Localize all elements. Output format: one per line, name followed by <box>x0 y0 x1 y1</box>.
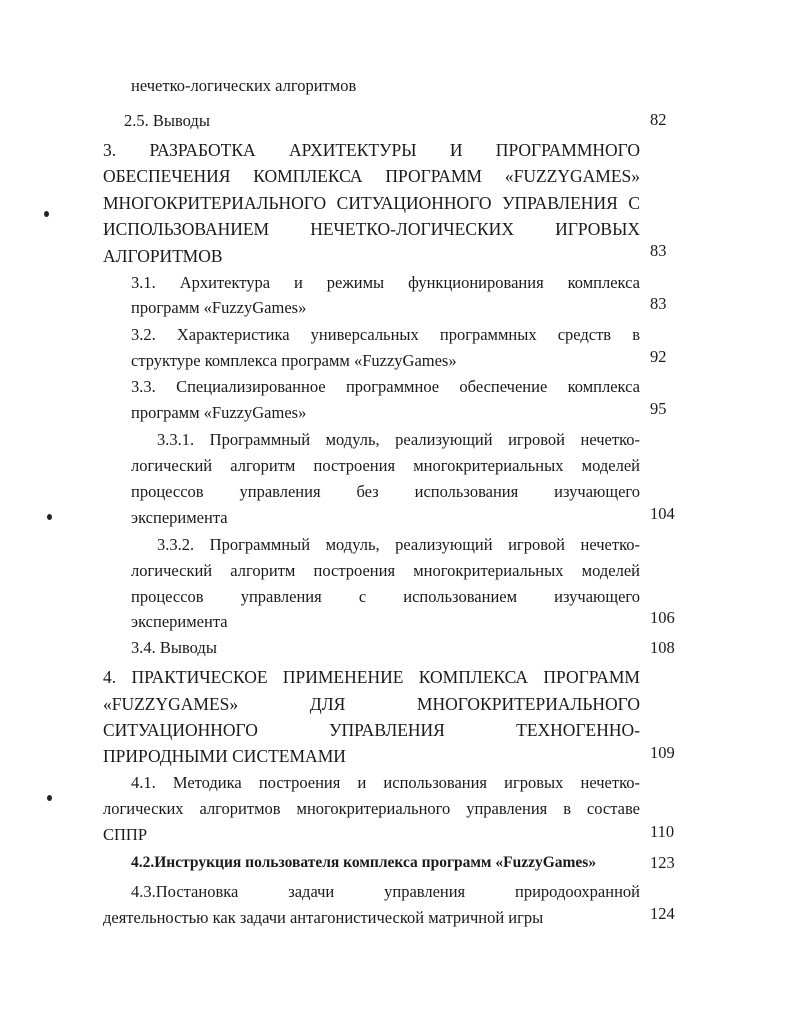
toc-entry-3-1-cont: программ «FuzzyGames» <box>131 298 307 317</box>
toc-page-4-3: 124 <box>650 904 675 923</box>
toc-chapter-3-line: АЛГОРИТМОВ <box>103 246 223 266</box>
toc-chapter-3-line: МНОГОКРИТЕРИАЛЬНОГО СИТУАЦИОННОГО УПРАВЛЕНИЯ С <box>103 193 640 213</box>
toc-chapter-3-line: ОБЕСПЕЧЕНИЯ КОМПЛЕКСА ПРОГРАММ «FUZZYGAMES» <box>103 166 640 186</box>
toc-page-3-2: 92 <box>650 347 667 366</box>
toc-fragment-top: нечетко-логических алгоритмов <box>131 76 357 95</box>
toc-page-3-3-2: 106 <box>650 608 675 627</box>
toc-entry-4-3-cont: деятельностью как задачи антагонистической матричной игры <box>103 908 544 927</box>
toc-page-4-2: 123 <box>650 853 675 872</box>
toc-page-chapter-4: 109 <box>650 743 675 762</box>
toc-entry-3-3-cont: программ «FuzzyGames» <box>131 403 307 422</box>
toc-entry-2-5: 2.5. Выводы <box>124 111 210 130</box>
toc-page-2-5: 82 <box>650 110 667 129</box>
toc-entry-3-3-1: 3.3.1. Программный модуль, реализующий игровой нечетко- <box>157 430 640 449</box>
toc-entry-3-3-2-cont: процессов управления с использованием изучающего <box>131 587 640 606</box>
toc-chapter-4-line: СИТУАЦИОННОГО УПРАВЛЕНИЯ ТЕХНОГЕННО- <box>103 720 640 740</box>
toc-entry-3-4: 3.4. Выводы <box>131 638 217 657</box>
scan-mark-dot <box>47 514 52 520</box>
toc-entry-4-1: 4.1. Методика построения и использования игровых нечетко- <box>131 773 640 792</box>
toc-chapter-4-line: ПРИРОДНЫМИ СИСТЕМАМИ <box>103 746 346 766</box>
toc-chapter-3-line: ИСПОЛЬЗОВАНИЕМ НЕЧЕТКО-ЛОГИЧЕСКИХ ИГРОВЫХ <box>103 219 640 239</box>
toc-chapter-4-line: «FUZZYGAMES» ДЛЯ МНОГОКРИТЕРИАЛЬНОГО <box>103 694 640 714</box>
toc-entry-3-2: 3.2. Характеристика универсальных программных средств в <box>131 325 640 344</box>
toc-entry-3-3-2: 3.3.2. Программный модуль, реализующий игровой нечетко- <box>157 535 640 554</box>
toc-entry-3-3-2-cont: эксперимента <box>131 612 228 631</box>
toc-entry-3-3-1-cont: логический алгоритм построения многокритериальных моделей <box>131 456 640 475</box>
toc-page-4-1: 110 <box>650 822 675 841</box>
toc-entry-3-3-1-cont: процессов управления без использования изучающего <box>131 482 640 501</box>
toc-entry-3-3-2-cont: логический алгоритм построения многокритериальных моделей <box>131 561 640 580</box>
toc-page-3-4: 108 <box>650 638 675 657</box>
toc-entry-3-3: 3.3. Специализированное программное обеспечение комплекса <box>131 377 640 396</box>
scan-mark-dot <box>44 211 49 217</box>
toc-page-3-3: 95 <box>650 399 667 418</box>
toc-chapter-3-line: 3. РАЗРАБОТКА АРХИТЕКТУРЫ И ПРОГРАММНОГО <box>103 140 640 160</box>
toc-page-3-3-1: 104 <box>650 504 675 523</box>
scan-mark-dot <box>47 795 52 801</box>
toc-page-chapter-3: 83 <box>650 241 667 260</box>
toc-entry-3-3-1-cont: эксперимента <box>131 508 228 527</box>
toc-entry-4-3: 4.3.Постановка задачи управления природоохранной <box>131 882 640 901</box>
toc-entry-4-1-cont: СППР <box>103 825 148 844</box>
toc-entry-4-2: 4.2.Инструкция пользователя комплекса программ «FuzzyGames» <box>131 854 597 871</box>
toc-entry-4-1-cont: логических алгоритмов многокритериального управления в составе <box>103 799 640 818</box>
toc-entry-3-2-cont: структуре комплекса программ «FuzzyGames» <box>131 351 457 370</box>
toc-chapter-4-line: 4. ПРАКТИЧЕСКОЕ ПРИМЕНЕНИЕ КОМПЛЕКСА ПРОГРАММ <box>103 667 640 687</box>
toc-page-3-1: 83 <box>650 294 667 313</box>
toc-entry-3-1: 3.1. Архитектура и режимы функционирования комплекса <box>131 273 640 292</box>
